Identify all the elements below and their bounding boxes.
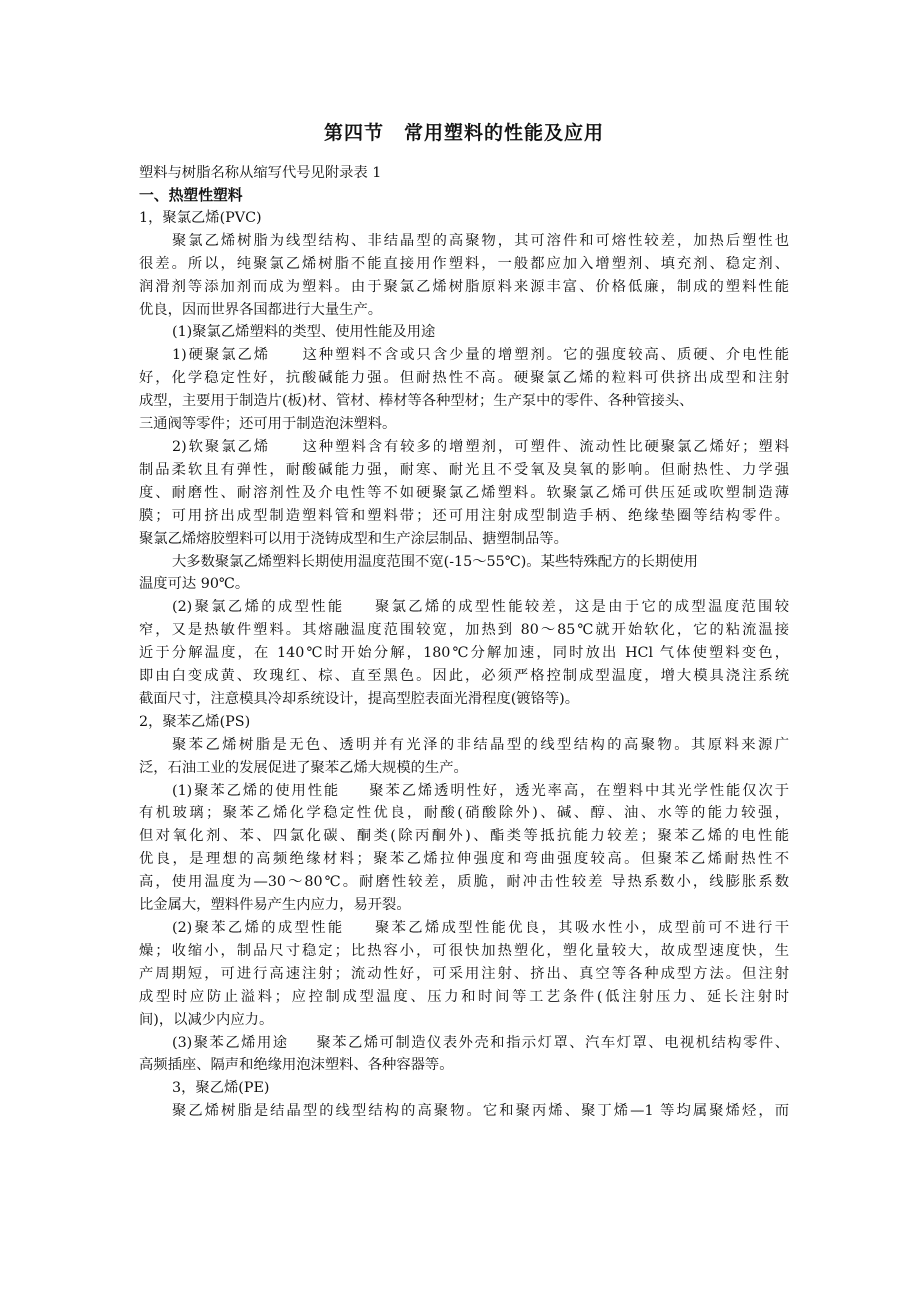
- paragraph-line: 成型，主要用于制造片(板)材、管材、棒材等各种型材；生产泵中的零件、各种管接头、: [139, 393, 694, 410]
- item-heading: (1)聚氯乙烯塑料的类型、使用性能及用途: [172, 324, 436, 341]
- paragraph-pvc-molding: [139, 596, 789, 711]
- page-title: 第四节 常用塑料的性能及应用: [323, 122, 604, 144]
- section-heading: 一、热塑性塑料: [139, 186, 243, 204]
- paragraph-line: 润滑剂等添加剂而成为塑料。由于聚氯乙烯树脂原料来源丰富、价格低廉，制成的塑料性能: [139, 278, 789, 295]
- paragraph-line: (1)聚苯乙烯的使用性能 聚苯乙烯透明性好，透光率高，在塑料中其光学性能仅次于: [172, 782, 789, 799]
- intro-note: 塑料与树脂名称从缩写代号见附录表 1: [139, 165, 382, 181]
- paragraph-line: 温度可达 90℃。: [139, 576, 250, 593]
- paragraph-line: 高，使用温度为—30～80℃。耐磨性较差，质脆，耐冲击性较差 导热系数小，线膨胀系数: [139, 874, 789, 891]
- paragraph-line: 高频插座、隔声和绝缘用泡沫塑料、各种容器等。: [139, 1057, 454, 1074]
- paragraph-line: 聚乙烯树脂是结晶型的线型结构的高聚物。它和聚丙烯、聚丁烯—1 等均属聚烯烃，而: [172, 1103, 789, 1120]
- paragraph-line: 产周期短，可进行高速注射；流动性好，可采用注射、挤出、真空等各种成型方法。但注射: [139, 965, 789, 982]
- paragraph-line: 聚氯乙烯树脂为线型结构、非结晶型的高聚物，其可溶件和可熔性较差，加热后塑性也: [172, 232, 789, 249]
- paragraph-pvc-intro: [139, 230, 789, 322]
- paragraph-line: 聚苯乙烯树脂是无色、透明并有光泽的非结晶型的线型结构的高聚物。其原料来源广: [172, 736, 789, 753]
- paragraph-line: 制品柔软且有弹性，耐酸碱能力强，耐寒、耐光且不受氧及臭氧的影响。但耐热性、力学强: [139, 461, 789, 478]
- paragraph-line: 优良，因而世界各国都进行大量生产。: [139, 301, 383, 318]
- paragraph-soft-pvc: [139, 436, 789, 551]
- paragraph-ps-applications: [139, 1032, 789, 1078]
- paragraph-line: 优良，是理想的高频绝缘材料；聚苯乙烯拉伸强度和弯曲强度较高。但聚苯乙烯耐热性不: [139, 851, 789, 868]
- subsection-heading-pe: 3，聚乙烯(PE): [172, 1080, 270, 1097]
- paragraph-line: 截面尺寸，注意模具冷却系统设计，提高型腔表面光滑程度(镀铬等)。: [139, 690, 580, 707]
- paragraph-line: 有机玻璃；聚苯乙烯化学稳定性优良，耐酸(硝酸除外)、碱、醇、油、水等的能力较强，: [139, 805, 789, 822]
- paragraph-line: 泛，石油工业的发展促进了聚苯乙烯大规模的生产。: [139, 759, 468, 776]
- paragraph-line: 好，化学稳定性好，抗酸碱能力强。但耐热性不高。硬聚氯乙烯的粒料可供挤出成型和注射: [139, 370, 789, 387]
- document-page: [139, 118, 789, 1123]
- paragraph-line: 1)硬聚氯乙烯 这种塑料不含或只含少量的增塑剂。它的强度较高、质硬、介电性能: [172, 347, 789, 364]
- paragraph-pvc-temperature: [139, 551, 789, 597]
- paragraph-line: 度、耐磨性、耐溶剂性及介电性等不如硬聚氯乙烯塑料。软聚氯乙烯可供压延或吹塑制造薄: [139, 484, 789, 501]
- paragraph-ps-intro: [139, 734, 789, 780]
- subsection-heading-pvc: 1，聚氯乙烯(PVC): [139, 209, 262, 226]
- paragraph-line: 三通阀等零件；还可用于制造泡沫塑料。: [139, 416, 397, 433]
- paragraph-line: 近于分解温度，在 140℃时开始分解，180℃分解加速，同时放出 HCl 气体使塑料变色，: [139, 645, 789, 662]
- paragraph-line: (2)聚苯乙烯的成型性能 聚苯乙烯成型性能优良，其吸水性小，成型前可不进行干: [172, 920, 789, 936]
- paragraph-line: 膜；可用挤出成型制造塑料管和塑料带；还可用注射成型制造手柄、绝缘垫圈等结构零件。: [139, 507, 789, 524]
- paragraph-line: 大多数聚氯乙烯塑料长期使用温度范围不宽(-15～55℃)。某些特殊配方的长期使用: [172, 553, 698, 570]
- paragraph-line: 间)，以减少内应力。: [139, 1011, 274, 1028]
- paragraph-line: 但对氧化剂、苯、四氯化碳、酮类(除丙酮外)、酯类等抵抗能力较差；聚苯乙烯的电性能: [139, 828, 789, 845]
- subsection-heading-ps: 2，聚苯乙烯(PS): [139, 713, 251, 730]
- paragraph-line: 即由白变成黄、玫瑰红、棕、直至黑色。因此，必须严格控制成型温度，增大模具浇注系统: [139, 668, 789, 685]
- paragraph-pe-intro: [139, 1100, 789, 1123]
- paragraph-line: 窄，又是热敏件塑料。其熔融温度范围较宽，加热到 80～85℃就开始软化，它的粘流温接: [139, 622, 789, 639]
- paragraph-line: 聚氯乙烯熔胶塑料可以用于浇铸成型和生产涂层制品、搪塑制品等。: [139, 530, 568, 547]
- paragraph-ps-usage: [139, 780, 789, 917]
- paragraph-hard-pvc: [139, 344, 789, 436]
- paragraph-line: 成型时应防止溢料；应控制成型温度、压力和时间等工艺条件(低注射压力、延长注射时: [139, 988, 789, 1005]
- paragraph-line: (2)聚氯乙烯的成型性能 聚氯乙烯的成型性能较差，这是由于它的成型温度范围较: [172, 599, 789, 616]
- paragraph-line: 比金属大，塑料件易产生内应力，易开裂。: [139, 897, 411, 914]
- paragraph-ps-molding: [139, 917, 789, 1032]
- paragraph-line: 2)软聚氯乙烯 这种塑料含有较多的增塑剂，可塑件、流动性比硬聚氯乙烯好；塑料: [172, 438, 789, 455]
- paragraph-line: (3)聚苯乙烯用途 聚苯乙烯可制造仪表外壳和指示灯罩、汽车灯罩、电视机结构零件、: [172, 1034, 789, 1051]
- paragraph-line: 燥；收缩小，制品尺寸稳定；比热容小，可很快加热塑化，塑化量较大，故成型速度快，生: [139, 942, 789, 959]
- paragraph-line: 很差。所以，纯聚氯乙烯树脂不能直接用作塑料，一般都应加入增塑剂、填充剂、稳定剂、: [139, 255, 789, 272]
